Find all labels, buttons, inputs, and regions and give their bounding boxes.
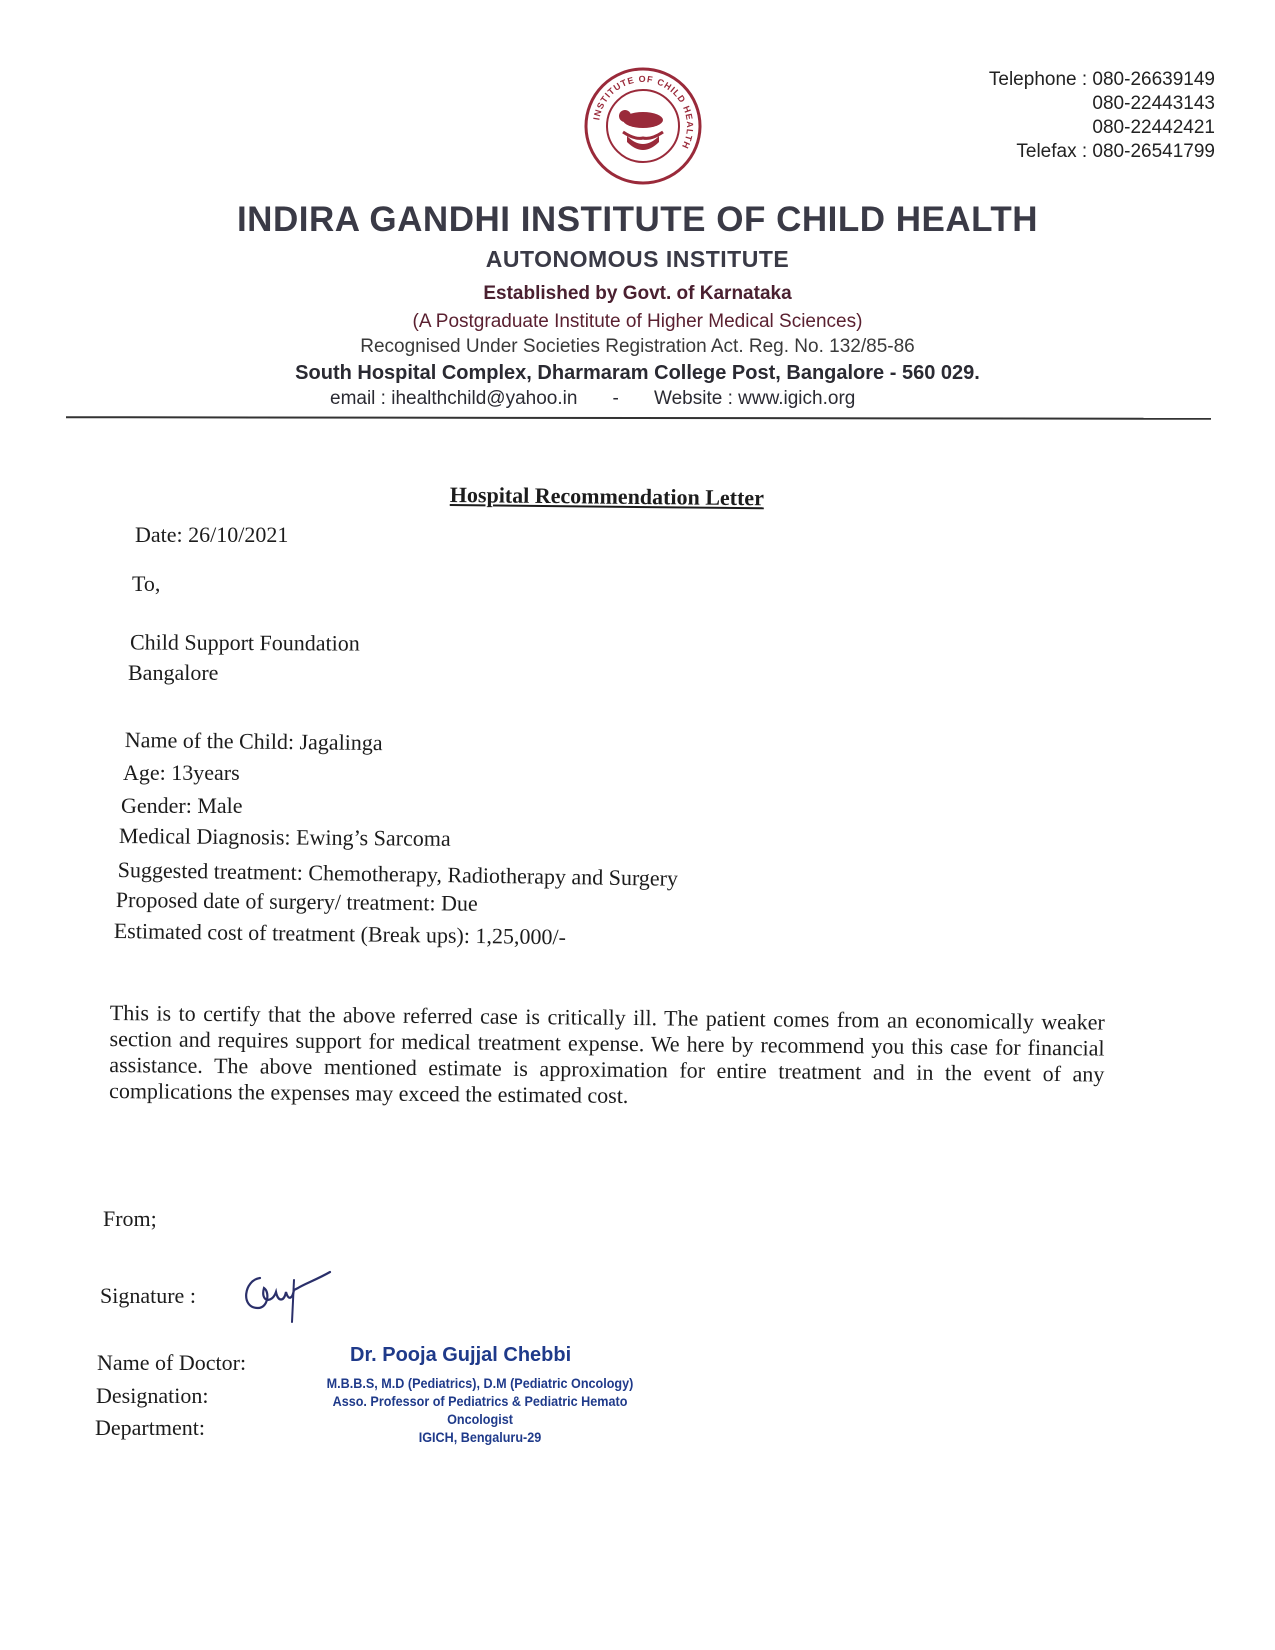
handwritten-signature <box>238 1262 343 1332</box>
from-label: From; <box>103 1206 157 1231</box>
field-treatment: Suggested treatment: Chemotherapy, Radiotherapy and Surgery <box>117 857 679 891</box>
contact-row <box>880 116 1215 140</box>
doctor-designation: Asso. Professor of Pediatrics & Pediatric Hemato Oncologist <box>332 1393 628 1427</box>
logo-ring-text: INSTITUTE OF CHILD HEALTH <box>591 73 696 151</box>
salutation-to: To, <box>132 571 161 596</box>
designation-label: Designation: <box>96 1383 209 1408</box>
doctor-name-label: Name of Doctor: <box>97 1350 247 1375</box>
doctor-department: IGICH, Bengaluru-29 <box>418 1429 542 1445</box>
contact-value: 080-22443143 <box>1092 93 1215 114</box>
field-diagnosis: Medical Diagnosis: Ewing’s Sarcoma <box>118 823 451 851</box>
doctor-qualifications: M.B.B.S, M.D (Pediatrics), D.M (Pediatric Oncology) <box>326 1375 634 1391</box>
contact-value: 080-26541799 <box>1092 141 1215 162</box>
contact-row <box>880 140 1215 164</box>
field-age: Age: 13years <box>123 760 240 785</box>
institute-name: INDIRA GANDHI INSTITUTE OF CHILD HEALTH <box>236 200 1039 239</box>
institute-logo <box>583 66 703 186</box>
institute-emblem-icon <box>583 66 703 186</box>
doctor-name: Dr. Pooja Gujjal Chebbi <box>350 1344 572 1366</box>
email-website-line <box>330 388 855 410</box>
header-divider <box>66 416 1211 420</box>
signature-label: Signature : <box>100 1283 196 1308</box>
contact-block <box>880 68 1215 164</box>
letter-title: Hospital Recommendation Letter <box>449 482 765 511</box>
contact-value: 080-26639149 <box>1092 69 1215 90</box>
institute-subtitle: AUTONOMOUS INSTITUTE <box>485 246 790 272</box>
certification-paragraph: This is to certify that the above referred case is critically ill. The patient comes from an economically weaker section and requires support for medical treatment expense. We here by recommend you this case for financial assistance. The above mentioned estimate is approximation for entire treatment and in the event of any complications the expenses may exceed the estimated cost. <box>109 1000 1105 1108</box>
contact-value: 080-22442421 <box>1092 117 1215 138</box>
separator: - <box>612 388 619 409</box>
contact-label: Telefax : <box>1016 141 1088 162</box>
registration-line: Recognised Under Societies Registration Act. Reg. No. 132/85-86 <box>360 336 915 357</box>
established-line: Established by Govt. of Karnataka <box>483 283 792 304</box>
postgraduate-line: (A Postgraduate Institute of Higher Medical Sciences) <box>412 311 863 332</box>
website-text: Website : www.igich.org <box>654 388 856 409</box>
field-proposed-date: Proposed date of surgery/ treatment: Due <box>115 887 478 916</box>
recipient-org: Child Support Foundation <box>129 629 360 656</box>
contact-row <box>880 68 1215 92</box>
letter-date: Date: 26/10/2021 <box>135 522 289 547</box>
address-line: South Hospital Complex, Dharmaram College Post, Bangalore - 560 029. <box>295 362 980 384</box>
field-gender: Gender: Male <box>121 793 243 818</box>
doctor-stamp <box>309 1374 651 1446</box>
recipient-city: Bangalore <box>128 660 219 685</box>
field-child-name: Name of the Child: Jagalinga <box>124 727 383 756</box>
signature-icon <box>238 1262 343 1332</box>
email-text: email : ihealthchild@yahoo.in <box>330 388 578 409</box>
field-estimated-cost: Estimated cost of treatment (Break ups): 1,25,000/- <box>113 918 567 950</box>
department-label: Department: <box>95 1415 205 1440</box>
contact-row <box>880 92 1215 116</box>
contact-label: Telephone : <box>988 69 1088 90</box>
